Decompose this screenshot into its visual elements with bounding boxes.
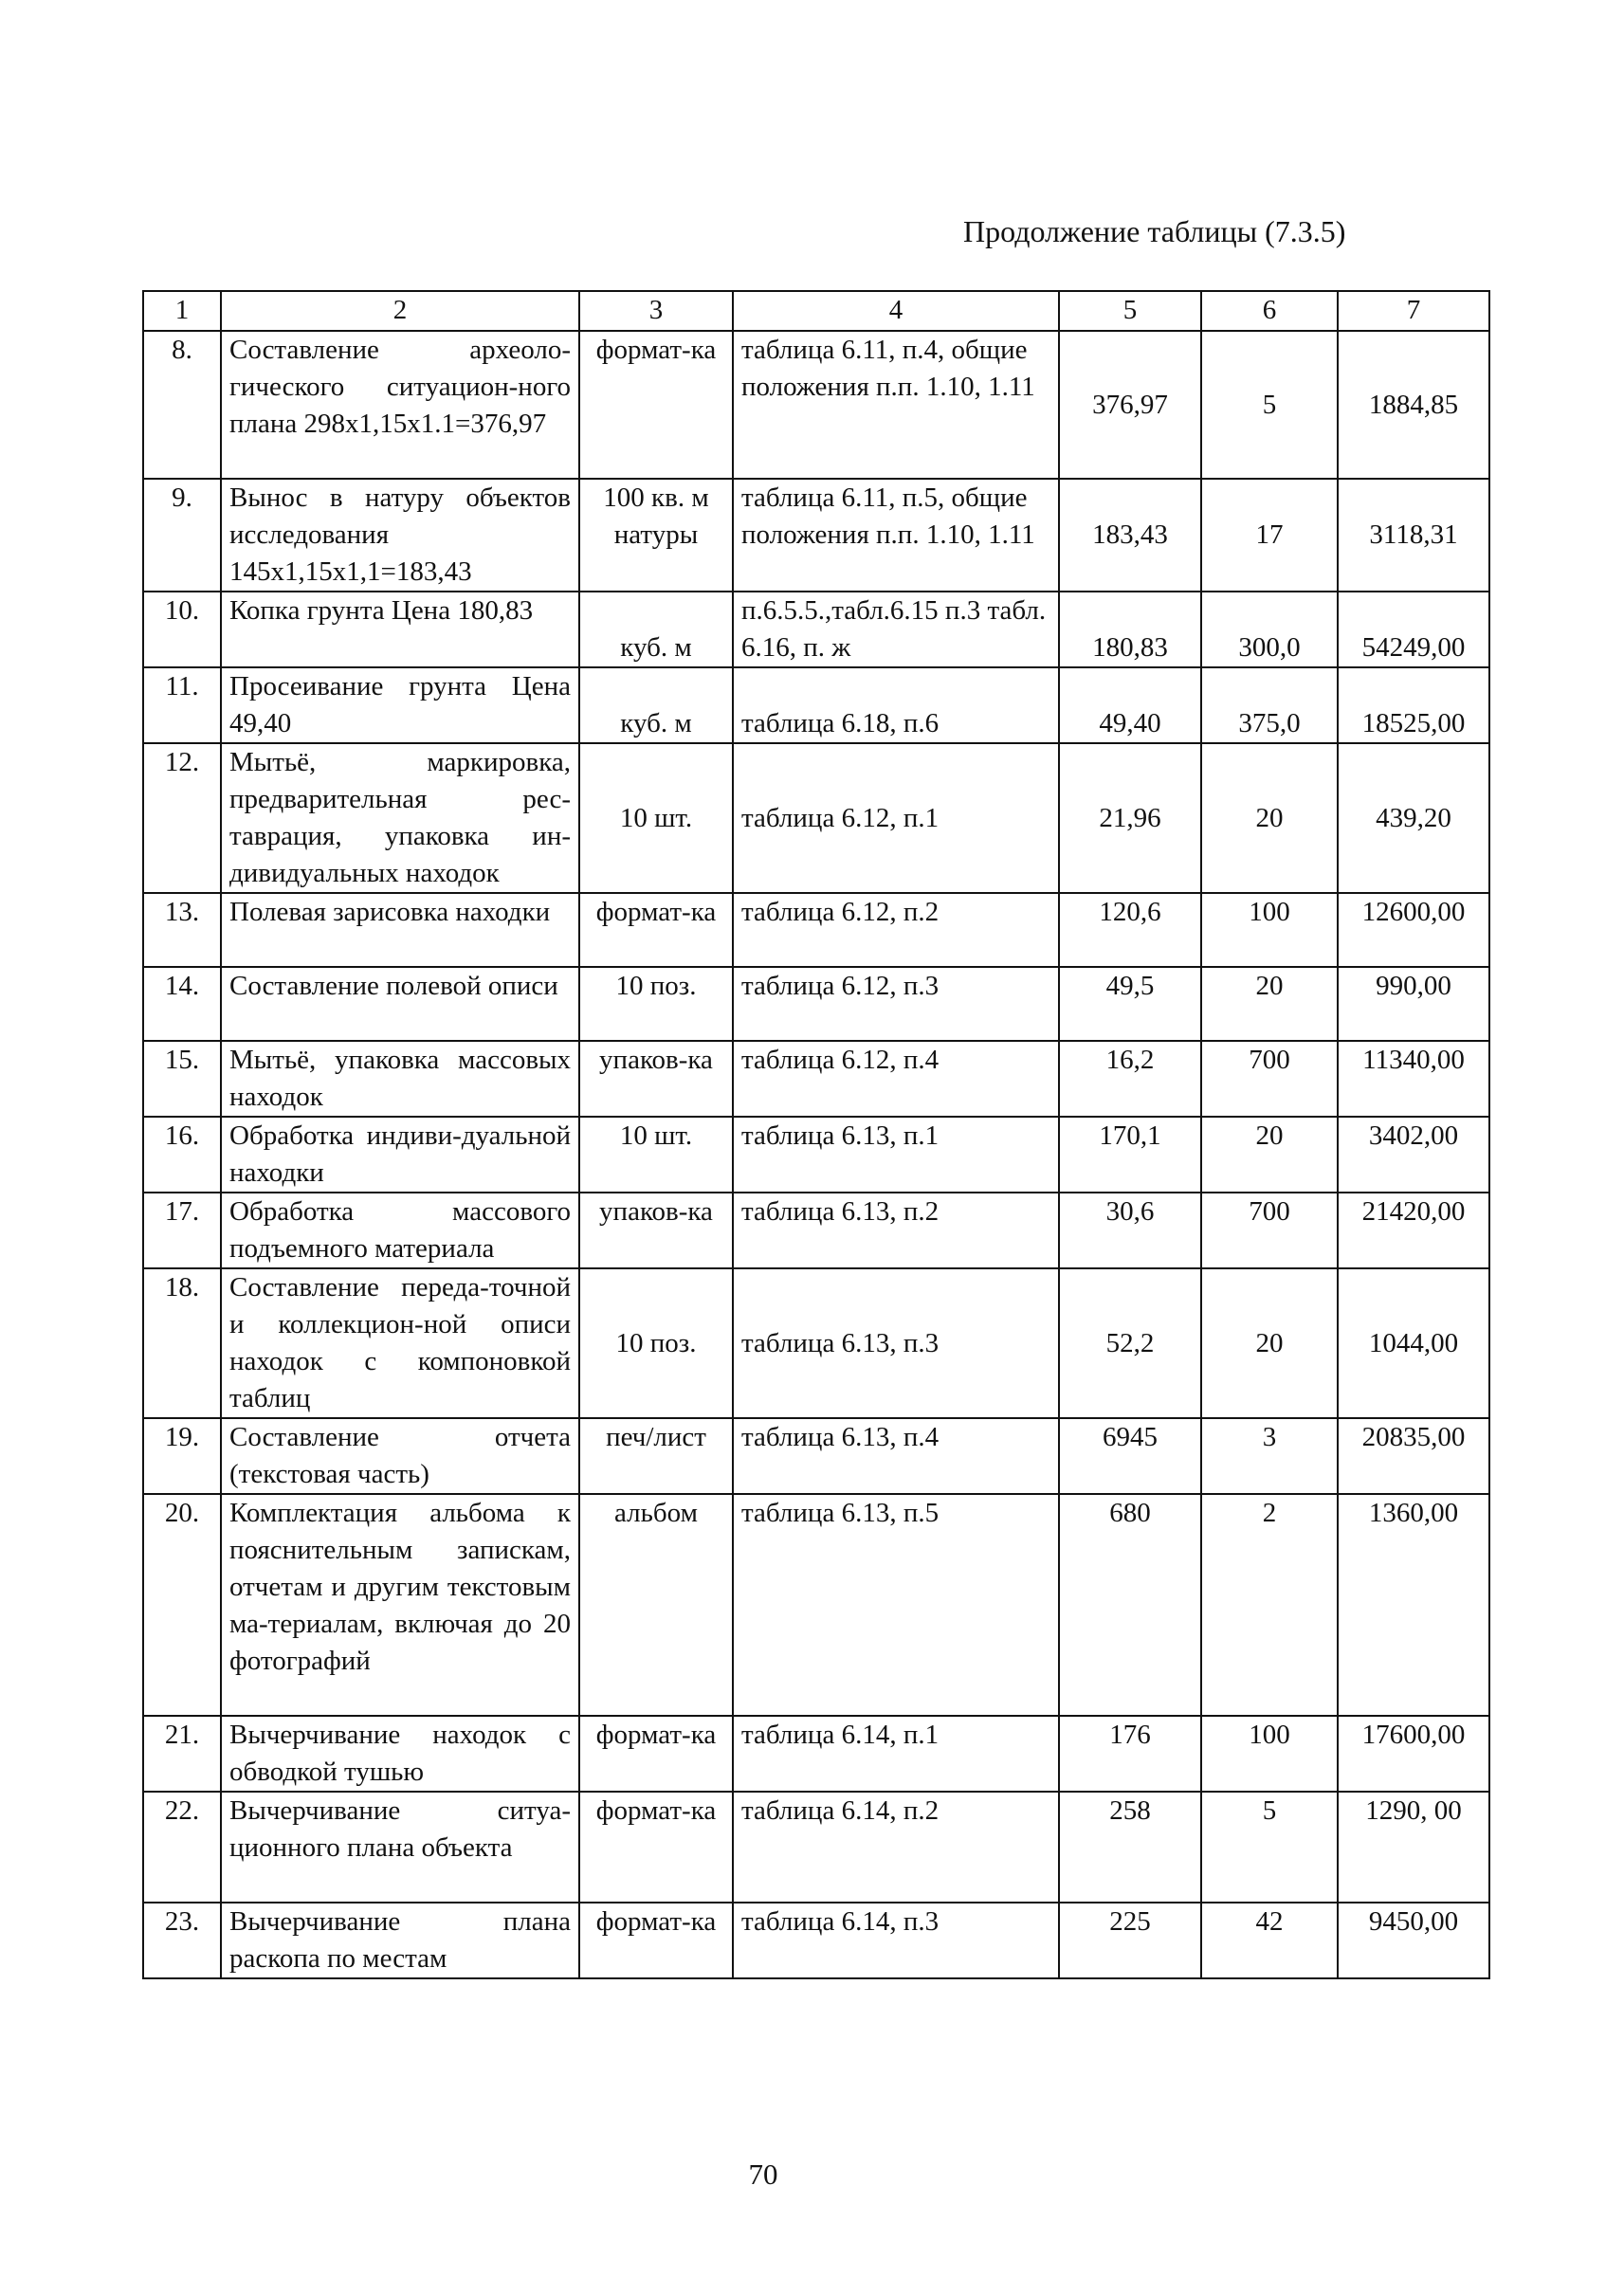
unit-of-measure: 10 шт. bbox=[579, 743, 733, 893]
unit-price: 258 bbox=[1059, 1792, 1201, 1903]
table-row bbox=[143, 893, 1489, 967]
work-name: Вычерчивание ситуа-ционного плана объекта bbox=[221, 1792, 579, 1903]
work-name: Мытьё, упаковка массовых находок bbox=[221, 1041, 579, 1117]
table-row bbox=[143, 1418, 1489, 1494]
row-number: 18. bbox=[143, 1268, 221, 1418]
table-row bbox=[143, 479, 1489, 592]
column-number: 1 bbox=[143, 291, 221, 331]
table-row bbox=[143, 592, 1489, 667]
reference: таблица 6.14, п.2 bbox=[733, 1792, 1059, 1903]
reference: таблица 6.14, п.3 bbox=[733, 1903, 1059, 1978]
table-row bbox=[143, 1716, 1489, 1792]
quantity: 42 bbox=[1201, 1903, 1338, 1978]
reference: таблица 6.11, п.4, общие положения п.п. 1.10, 1.11 bbox=[733, 331, 1059, 479]
work-name: Обработка массового подъемного материала bbox=[221, 1193, 579, 1268]
quantity: 20 bbox=[1201, 967, 1338, 1041]
total-cost: 17600,00 bbox=[1338, 1716, 1489, 1792]
table-row bbox=[143, 1117, 1489, 1193]
unit-of-measure: куб. м bbox=[579, 667, 733, 743]
quantity: 300,0 bbox=[1201, 592, 1338, 667]
quantity: 100 bbox=[1201, 893, 1338, 967]
reference: таблица 6.12, п.3 bbox=[733, 967, 1059, 1041]
reference: таблица 6.13, п.3 bbox=[733, 1268, 1059, 1418]
reference: таблица 6.12, п.1 bbox=[733, 743, 1059, 893]
row-number: 16. bbox=[143, 1117, 221, 1193]
reference: таблица 6.12, п.4 bbox=[733, 1041, 1059, 1117]
quantity: 5 bbox=[1201, 1792, 1338, 1903]
total-cost: 12600,00 bbox=[1338, 893, 1489, 967]
unit-price: 6945 bbox=[1059, 1418, 1201, 1494]
work-name: Составление археоло-гического ситуацион-ного плана 298х1,15х1.1=376,97 bbox=[221, 331, 579, 479]
work-name: Мытьё, маркировка, предварительная рес-таврация, упаковка ин-дивидуальных находок bbox=[221, 743, 579, 893]
reference: таблица 6.13, п.1 bbox=[733, 1117, 1059, 1193]
unit-price: 376,97 bbox=[1059, 331, 1201, 479]
unit-of-measure: 10 поз. bbox=[579, 967, 733, 1041]
row-number: 11. bbox=[143, 667, 221, 743]
table-row bbox=[143, 1041, 1489, 1117]
total-cost: 18525,00 bbox=[1338, 667, 1489, 743]
quantity: 20 bbox=[1201, 743, 1338, 893]
quantity: 20 bbox=[1201, 1268, 1338, 1418]
unit-price: 120,6 bbox=[1059, 893, 1201, 967]
unit-of-measure: формат-ка bbox=[579, 1792, 733, 1903]
unit-price: 49,5 bbox=[1059, 967, 1201, 1041]
table-row bbox=[143, 1268, 1489, 1418]
unit-price: 183,43 bbox=[1059, 479, 1201, 592]
work-name: Вычерчивание плана раскопа по местам bbox=[221, 1903, 579, 1978]
unit-of-measure: формат-ка bbox=[579, 1716, 733, 1792]
work-name: Просеивание грунта Цена 49,40 bbox=[221, 667, 579, 743]
total-cost: 1290, 00 bbox=[1338, 1792, 1489, 1903]
quantity: 700 bbox=[1201, 1041, 1338, 1117]
unit-of-measure: упаков-ка bbox=[579, 1193, 733, 1268]
unit-price: 21,96 bbox=[1059, 743, 1201, 893]
unit-price: 176 bbox=[1059, 1716, 1201, 1792]
unit-price: 16,2 bbox=[1059, 1041, 1201, 1117]
work-name: Составление переда-точной и коллекцион-ной описи находок с компоновкой таблиц bbox=[221, 1268, 579, 1418]
work-name: Копка грунта Цена 180,83 bbox=[221, 592, 579, 667]
table-row bbox=[143, 743, 1489, 893]
column-number: 4 bbox=[733, 291, 1059, 331]
column-number: 7 bbox=[1338, 291, 1489, 331]
reference: таблица 6.13, п.2 bbox=[733, 1193, 1059, 1268]
quantity: 2 bbox=[1201, 1494, 1338, 1716]
reference: таблица 6.12, п.2 bbox=[733, 893, 1059, 967]
row-number: 23. bbox=[143, 1903, 221, 1978]
table-row bbox=[143, 967, 1489, 1041]
quantity: 5 bbox=[1201, 331, 1338, 479]
table-row bbox=[143, 667, 1489, 743]
table-row bbox=[143, 1494, 1489, 1716]
row-number: 8. bbox=[143, 331, 221, 479]
column-number: 2 bbox=[221, 291, 579, 331]
quantity: 700 bbox=[1201, 1193, 1338, 1268]
row-number: 10. bbox=[143, 592, 221, 667]
unit-of-measure: формат-ка bbox=[579, 1903, 733, 1978]
row-number: 9. bbox=[143, 479, 221, 592]
total-cost: 1884,85 bbox=[1338, 331, 1489, 479]
unit-of-measure: 100 кв. м натуры bbox=[579, 479, 733, 592]
reference: таблица 6.18, п.6 bbox=[733, 667, 1059, 743]
unit-of-measure: куб. м bbox=[579, 592, 733, 667]
row-number: 22. bbox=[143, 1792, 221, 1903]
reference: таблица 6.13, п.4 bbox=[733, 1418, 1059, 1494]
row-number: 12. bbox=[143, 743, 221, 893]
work-name: Обработка индиви-дуальной находки bbox=[221, 1117, 579, 1193]
unit-price: 170,1 bbox=[1059, 1117, 1201, 1193]
total-cost: 1044,00 bbox=[1338, 1268, 1489, 1418]
total-cost: 20835,00 bbox=[1338, 1418, 1489, 1494]
unit-price: 30,6 bbox=[1059, 1193, 1201, 1268]
column-number: 6 bbox=[1201, 291, 1338, 331]
table-row bbox=[143, 1193, 1489, 1268]
quantity: 375,0 bbox=[1201, 667, 1338, 743]
quantity: 17 bbox=[1201, 479, 1338, 592]
total-cost: 1360,00 bbox=[1338, 1494, 1489, 1716]
row-number: 17. bbox=[143, 1193, 221, 1268]
total-cost: 990,00 bbox=[1338, 967, 1489, 1041]
row-number: 19. bbox=[143, 1418, 221, 1494]
row-number: 13. bbox=[143, 893, 221, 967]
cost-table bbox=[142, 290, 1490, 1979]
table-row bbox=[143, 1903, 1489, 1978]
reference: таблица 6.13, п.5 bbox=[733, 1494, 1059, 1716]
work-name: Полевая зарисовка находки bbox=[221, 893, 579, 967]
total-cost: 3118,31 bbox=[1338, 479, 1489, 592]
unit-price: 225 bbox=[1059, 1903, 1201, 1978]
total-cost: 11340,00 bbox=[1338, 1041, 1489, 1117]
row-number: 20. bbox=[143, 1494, 221, 1716]
work-name: Вынос в натуру объектов исследования 145х1,15х1,1=183,43 bbox=[221, 479, 579, 592]
unit-price: 680 bbox=[1059, 1494, 1201, 1716]
unit-of-measure: упаков-ка bbox=[579, 1041, 733, 1117]
row-number: 15. bbox=[143, 1041, 221, 1117]
column-number: 5 bbox=[1059, 291, 1201, 331]
reference: п.6.5.5.,табл.6.15 п.3 табл. 6.16, п. ж bbox=[733, 592, 1059, 667]
total-cost: 9450,00 bbox=[1338, 1903, 1489, 1978]
page-number: 70 bbox=[748, 2158, 778, 2191]
row-number: 14. bbox=[143, 967, 221, 1041]
unit-of-measure: 10 поз. bbox=[579, 1268, 733, 1418]
work-name: Составление полевой описи bbox=[221, 967, 579, 1041]
total-cost: 21420,00 bbox=[1338, 1193, 1489, 1268]
table-row bbox=[143, 1792, 1489, 1903]
unit-of-measure: 10 шт. bbox=[579, 1117, 733, 1193]
row-number: 21. bbox=[143, 1716, 221, 1792]
column-number: 3 bbox=[579, 291, 733, 331]
unit-price: 180,83 bbox=[1059, 592, 1201, 667]
table-continuation-heading: Продолжение таблицы (7.3.5) bbox=[963, 214, 1346, 248]
total-cost: 54249,00 bbox=[1338, 592, 1489, 667]
table-row bbox=[143, 331, 1489, 479]
unit-of-measure: альбом bbox=[579, 1494, 733, 1716]
reference: таблица 6.14, п.1 bbox=[733, 1716, 1059, 1792]
unit-price: 49,40 bbox=[1059, 667, 1201, 743]
reference: таблица 6.11, п.5, общие положения п.п. 1.10, 1.11 bbox=[733, 479, 1059, 592]
quantity: 20 bbox=[1201, 1117, 1338, 1193]
unit-of-measure: печ/лист bbox=[579, 1418, 733, 1494]
column-number-row bbox=[143, 291, 1489, 331]
work-name: Составление отчета (текстовая часть) bbox=[221, 1418, 579, 1494]
work-name: Вычерчивание находок с обводкой тушью bbox=[221, 1716, 579, 1792]
unit-of-measure: формат-ка bbox=[579, 893, 733, 967]
work-name: Комплектация альбома к пояснительным запискам, отчетам и другим текстовым ма-териалам, включая до 20 фотографий bbox=[221, 1494, 579, 1716]
unit-of-measure: формат-ка bbox=[579, 331, 733, 479]
total-cost: 439,20 bbox=[1338, 743, 1489, 893]
quantity: 100 bbox=[1201, 1716, 1338, 1792]
unit-price: 52,2 bbox=[1059, 1268, 1201, 1418]
total-cost: 3402,00 bbox=[1338, 1117, 1489, 1193]
quantity: 3 bbox=[1201, 1418, 1338, 1494]
